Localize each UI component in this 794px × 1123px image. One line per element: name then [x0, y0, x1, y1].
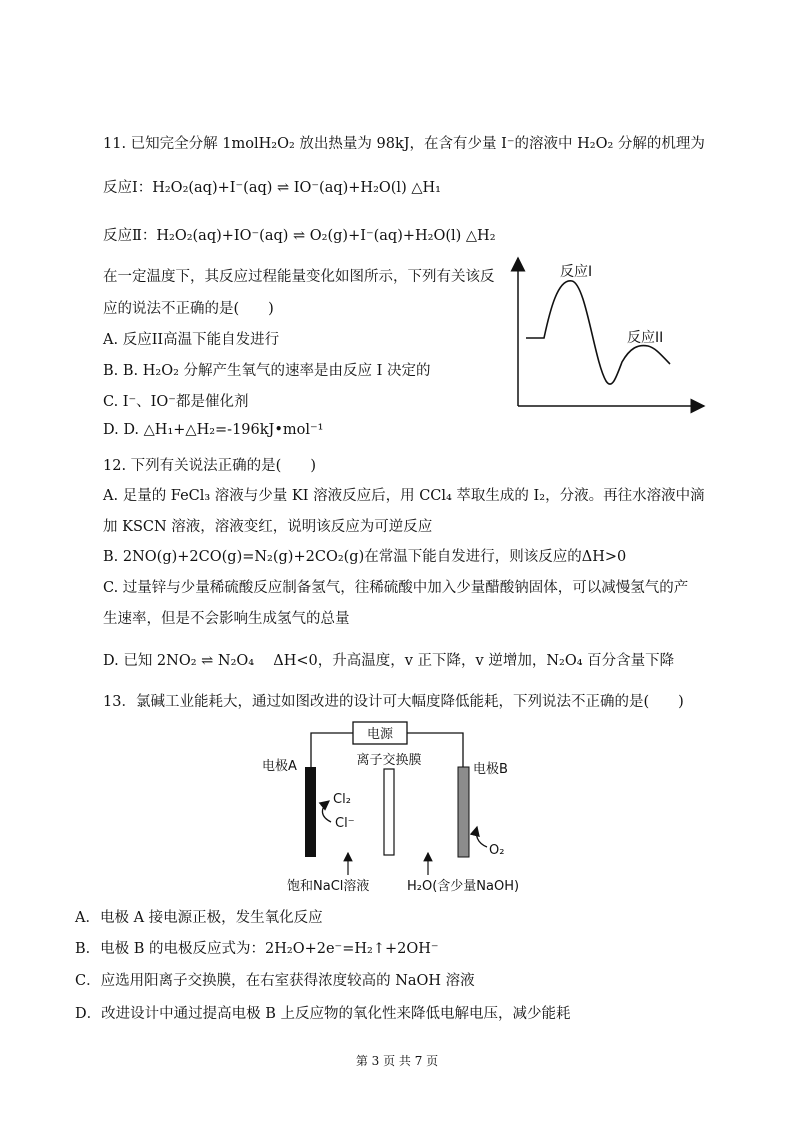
q12-stem: 12. 下列有关说法正确的是( ) — [103, 458, 316, 474]
page-number: 第 3 页 共 7 页 — [355, 1054, 439, 1068]
q11-option-c: C. I⁻、IO⁻都是催化剂 — [103, 394, 249, 410]
electrode-a-label: 电极A — [262, 759, 297, 774]
q11-option-b: B. B. H₂O₂ 分解产生氧气的速率是由反应 I 决定的 — [103, 363, 431, 379]
electrode-b — [458, 767, 469, 857]
o2-arrow — [476, 827, 487, 847]
membrane-label: 离子交换膜 — [356, 753, 422, 768]
q12-option-c-line-2: 生速率，但是不会影响生成氢气的总量 — [103, 611, 350, 627]
q11-question-line-2: 应的说法不正确的是( ) — [103, 301, 274, 317]
q13-option-a: A．电极 A 接电源正极，发生氧化反应 — [75, 910, 323, 926]
q12-option-c-line-1: C. 过量锌与少量稀硫酸反应制备氢气，往稀硫酸中加入少量醋酸钠固体，可以减慢氢气的产 — [103, 580, 689, 596]
label-reaction-1: 反应I — [560, 264, 593, 280]
right-feed-label: H₂O(含少量NaOH) — [407, 879, 520, 894]
q12-option-a-line-2: 加 KSCN 溶液，溶液变红，说明该反应为可逆反应 — [103, 519, 433, 535]
electrode-b-label: 电极B — [473, 762, 508, 777]
q11-option-d: D. D. △H₁+△H₂=-196kJ•mol⁻¹ — [103, 422, 324, 438]
energy-profile-diagram — [510, 250, 710, 415]
q13-option-c: C．应选用阳离子交换膜，在右室获得浓度较高的 NaOH 溶液 — [75, 973, 475, 989]
ion-exchange-membrane — [384, 769, 394, 855]
q13-option-b: B．电极 B 的电极反应式为：2H₂O+2e⁻=H₂↑+2OH⁻ — [75, 941, 439, 957]
q12-option-b: B. 2NO(g)+2CO(g)=N₂(g)+2CO₂(g)在常温下能自发进行，则该反应的ΔH>0 — [103, 549, 627, 565]
q11-reaction-2: 反应Ⅱ：H₂O₂(aq)+IO⁻(aq) ⇌ O₂(g)+I⁻(aq)+H₂O(l) △H₂ — [103, 228, 496, 244]
electrolysis-cell-diagram — [255, 717, 545, 897]
q11-stem: 11. 已知完全分解 1molH₂O₂ 放出热量为 98kJ，在含有少量 I⁻的溶液中 H₂O₂ 分解的机理为 — [103, 136, 705, 152]
q13-option-d: D．改进设计中通过提高电极 B 上反应物的氧化性来降低电解电压，减少能耗 — [75, 1006, 571, 1022]
cl2-label: Cl₂ — [333, 792, 351, 807]
o2-label: O₂ — [489, 843, 505, 858]
q11-option-a: A. 反应II高温下能自发进行 — [103, 332, 280, 348]
wire-left — [311, 733, 353, 767]
cl-minus-label: Cl⁻ — [335, 816, 355, 831]
power-label: 电源 — [366, 727, 394, 742]
q11-reaction-1: 反应Ⅰ：H₂O₂(aq)+I⁻(aq) ⇌ IO⁻(aq)+H₂O(l) △H₁ — [103, 180, 441, 196]
q12-option-a-line-1: A. 足量的 FeCl₃ 溶液与少量 KI 溶液反应后，用 CCl₄ 萃取生成的 I₂，分液。再往水溶液中滴 — [103, 488, 705, 504]
left-feed-label: 饱和NaCl溶液 — [287, 879, 370, 894]
q12-option-d: D. 已知 2NO₂ ⇌ N₂O₄ ΔH<0，升高温度，v 正下降，v 逆增加，N₂O₄ 百分含量下降 — [103, 653, 675, 669]
label-reaction-2: 反应II — [627, 330, 664, 346]
cl-conversion-arrow — [322, 801, 331, 822]
q11-question-line-1: 在一定温度下，其反应过程能量变化如图所示，下列有关该反 — [103, 269, 495, 285]
electrode-a — [305, 767, 316, 857]
q13-stem: 13．氯碱工业能耗大，通过如图改进的设计可大幅度降低能耗，下列说法不正确的是( ) — [103, 694, 684, 710]
